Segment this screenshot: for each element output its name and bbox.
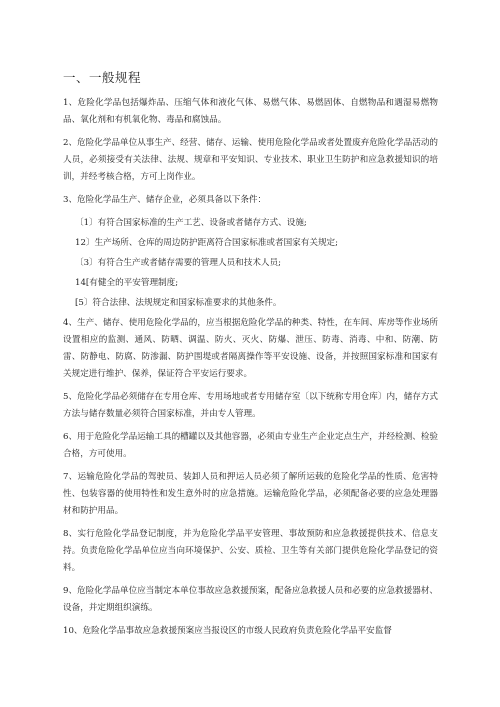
- sub-item-paragraph: [5〕符合法律、法规规定和国家标准要求的其他条件。: [75, 298, 282, 308]
- sub-item-paragraph: 14[有健全的平安管理制度;: [75, 278, 179, 288]
- numbered-paragraph: 5、危险化学品必须储存在专用仓库、专用场地或者专用储存室〔以下统称专用仓库〕内，储存方式方法与储存数量必须符合国家标准，并由专人管理。: [63, 392, 439, 419]
- sub-item-paragraph: 〔3〕有符合生产或者储存需要的管理人员和技术人员;: [75, 258, 282, 268]
- document-body: [63, 95, 438, 646]
- numbered-paragraph: 10、危险化学品事故应急救援预案应当报设区的市级人民政府负责危险化学品平安监督: [63, 626, 392, 636]
- numbered-paragraph: 9、危险化学品单位应当制定本单位事故应急救援预案，配备应急救援人员和必要的应急救援器材、设备，并定期组织演练。: [63, 586, 439, 613]
- numbered-paragraph: 3、危险化学品生产、储存企业，必须具备以下条件：: [63, 195, 267, 205]
- sub-item-paragraph: 〔1〕有符合国家标准的生产工艺、设备或者储存方式、设施;: [75, 218, 307, 228]
- section-heading: 一、一般规程: [63, 70, 142, 85]
- numbered-paragraph: 2、危险化学品单位从事生产、经营、储存、运输、使用危险化学品或者处置废弃危险化学品活动的人员，必须接受有关法律、法规、规章和平安知识、专业技术、职业卫生防护和应急救援知识的培训，并经考核合格，方可上岗作业。: [63, 138, 439, 182]
- numbered-paragraph: 6、用于危险化学品运输工具的槽罐以及其他容器，必须由专业生产企业定点生产，并经检测、检验合格，方可使用。: [63, 432, 439, 459]
- numbered-paragraph: 1、危险化学品包括爆炸品、压缩气体和液化气体、易燃气体、易燃固体、自燃物品和遇湿易燃物品、氧化剂和有机氧化物、毒品和腐蚀品。: [63, 98, 438, 125]
- sub-item-paragraph: 12〕生产场所、仓库的周边防护距离符合国家标准或者国家有关规定;: [75, 238, 339, 248]
- numbered-paragraph: 7、运输危险化学品的驾驶员、装卸人员和押运人员必须了解所运载的危险化学品的性质、危害特性、包装容器的使用特性和发生意外时的应急措施。运输危险化学品，必须配备必要的应急处理器材和防护用品。: [63, 472, 438, 516]
- numbered-paragraph: 4、生产、储存、使用危险化学品的，应当根据危险化学品的种类、特性，在车间、库房等作业场所设置相应的监测、通风、防晒、调温、防火、灭火、防爆、泄压、防毒、消毒、中和、防潮、防雷、防静电、防腐、防渗漏、防护围堤或者隔离操作等平安设施、设备，并按照国家标准和国家有关规定进行维护、保养，保证符合平安运行要求。: [63, 318, 439, 379]
- numbered-paragraph: 8、实行危险化学品登记制度，并为危险化学品平安管理、事故预防和应急救援提供技术、信息支持。负责危险化学品单位应当向环境保护、公安、质检、卫生等有关部门提供危险化学品登记的资料。: [63, 529, 438, 573]
